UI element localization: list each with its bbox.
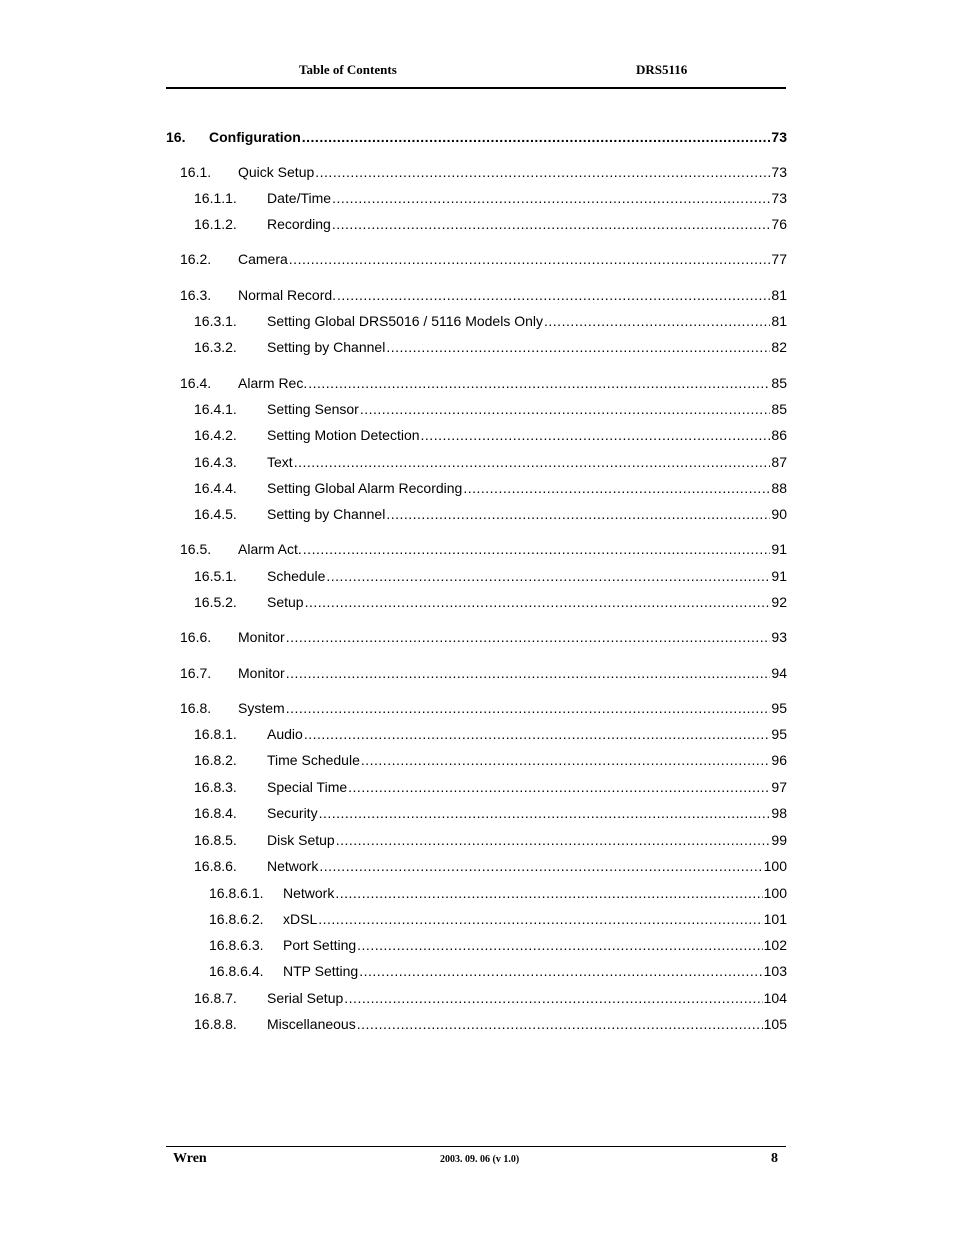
header-rule [166,87,786,89]
toc-leader-dots [286,700,771,716]
toc-entry-page: 82 [771,339,787,355]
toc-entry-page: 93 [771,629,787,645]
toc-entry-page: 103 [763,963,787,979]
toc-entry-page: 92 [771,594,787,610]
toc-entry[interactable]: 16.5. Alarm Act. ..... 91 [180,541,787,559]
toc-entry-title: Monitor [238,629,285,645]
toc-leader-dots [319,858,762,874]
toc-entry-title: Setting Global DRS5016 / 5116 Models Only [267,313,544,329]
toc-leader-dots [360,401,771,417]
toc-leader-dots [302,129,771,145]
footer-page-number: 8 [771,1151,778,1166]
toc-entry-title: Normal Record. [238,287,337,303]
toc-entry-title: Date/Time [267,190,332,206]
header-model-name: DRS5116 [636,62,688,77]
toc-entry-title: Monitor [238,665,285,681]
toc-leader-dots [305,594,771,610]
toc-entry-title: Network [267,858,319,874]
toc-entry[interactable]: 16.8.6.4. NTP Setting ..... 103 [209,963,787,981]
toc-entry[interactable]: 16.4. Alarm Rec. ..... 85 [180,375,787,393]
toc-entry-title: Setting by Channel [267,339,386,355]
toc-entry-title: Serial Setup [267,990,344,1006]
toc-entry-title: Setting Sensor [267,401,359,417]
toc-entry-title: Recording [267,216,331,232]
toc-entry[interactable]: 16.6. Monitor ..... 93 [180,629,787,647]
toc-entry[interactable]: 16.3.1. Setting Global DRS5016 / 5116 Models Only ..... 81 [194,313,787,331]
toc-entry-page: 76 [771,216,787,232]
toc-entry-title: NTP Setting [283,963,359,979]
toc-entry[interactable]: 16.1. Quick Setup ..... 73 [180,164,787,182]
toc-entry-title: xDSL [283,911,318,927]
toc-entry-page: 105 [763,1016,787,1032]
toc-leader-dots [344,990,762,1006]
toc-entry[interactable]: 16.8. System ..... 95 [180,700,787,718]
toc-leader-dots [315,164,770,180]
toc-leader-dots [303,541,771,557]
toc-entry[interactable]: 16.8.5. Disk Setup ..... 99 [194,832,787,850]
toc-leader-dots [357,937,762,953]
toc-leader-dots [386,339,770,355]
toc-entry[interactable]: 16.7. Monitor ..... 94 [180,665,787,683]
toc-entry-page: 85 [771,401,787,417]
toc-entry-page: 73 [771,129,787,145]
toc-entry-title: Audio [267,726,303,742]
toc-entry[interactable]: 16.8.1. Audio ..... 95 [194,726,787,744]
toc-entry[interactable]: 16.8.6.3. Port Setting ..... 102 [209,937,787,955]
toc-entry[interactable]: 16.3. Normal Record. ..... 81 [180,287,787,305]
toc-entry-page: 100 [763,858,787,874]
toc-entry-page: 86 [771,427,787,443]
toc-entry-page: 73 [771,190,787,206]
toc-entry-page: 96 [771,752,787,768]
toc-entry-title: Configuration [209,129,301,145]
toc-entry-title: Time Schedule [267,752,360,768]
toc-leader-dots [332,216,771,232]
toc-entry[interactable]: 16.4.3. Text ..... 87 [194,454,787,472]
toc-entry-title: Schedule [267,568,326,584]
toc-entry-page: 104 [763,990,787,1006]
toc-entry-page: 90 [771,506,787,522]
toc-entry-title: Security [267,805,318,821]
toc-entry-title: Port Setting [283,937,357,953]
footer-date-version: 2003. 09. 06 (v 1.0) [440,1154,520,1165]
toc-entry-title: Text [267,454,293,470]
toc-entry-title: Setup [267,594,304,610]
toc-entry-title: Miscellaneous [267,1016,356,1032]
toc-entry-page: 87 [771,454,787,470]
toc-entry-page: 81 [771,313,787,329]
toc-entry-page: 101 [763,911,787,927]
toc-leader-dots [386,506,770,522]
toc-entry-page: 98 [771,805,787,821]
toc-entry-title: Alarm Rec. [238,375,308,391]
toc-entry[interactable]: 16.8.6.1. Network ..... 100 [209,885,787,903]
footer-rule [166,1146,786,1147]
toc-leader-dots [361,752,771,768]
toc-leader-dots [335,885,762,901]
toc-entry[interactable]: 16.8.6. Network ..... 100 [194,858,787,876]
toc-entry[interactable]: 16. Configuration ..... 73 [166,129,787,147]
toc-entry-page: 77 [771,251,787,267]
toc-entry-title: Setting Motion Detection [267,427,420,443]
toc-leader-dots [348,779,770,795]
toc-entry[interactable]: 16.4.5. Setting by Channel ..... 90 [194,506,787,524]
toc-leader-dots [294,454,771,470]
toc-entry-title: Network [283,885,335,901]
toc-leader-dots [421,427,771,443]
toc-entry-page: 95 [771,700,787,716]
toc-entry-page: 91 [771,568,787,584]
toc-entry[interactable]: 16.2. Camera ..... 77 [180,251,787,269]
toc-leader-dots [286,665,771,681]
toc-entry[interactable]: 16.8.4. Security ..... 98 [194,805,787,823]
toc-entry-page: 88 [771,480,787,496]
toc-leader-dots [357,1016,763,1032]
toc-leader-dots [319,805,771,821]
toc-entry-page: 73 [771,164,787,180]
toc-entry-page: 99 [771,832,787,848]
toc-entry-title: Setting Global Alarm Recording [267,480,463,496]
toc-entry[interactable]: 16.1.1. Date/Time ..... 73 [194,190,787,208]
toc-leader-dots [289,251,771,267]
toc-entry-title: Quick Setup [238,164,315,180]
toc-leader-dots [286,629,771,645]
toc-entry[interactable]: 16.8.6.2. xDSL ..... 101 [209,911,787,929]
toc-entry[interactable]: 16.8.3. Special Time ..... 97 [194,779,787,797]
toc-entry-page: 91 [771,541,787,557]
toc-entry[interactable]: 16.4.2. Setting Motion Detection ..... 86 [194,427,787,445]
toc-entry-page: 94 [771,665,787,681]
toc-entry[interactable]: 16.5.2. Setup ..... 92 [194,594,787,612]
toc-leader-dots [318,911,762,927]
toc-leader-dots [308,375,770,391]
toc-entry[interactable]: 16.8.7. Serial Setup ..... 104 [194,990,787,1008]
toc-leader-dots [336,832,771,848]
toc-entry[interactable]: 16.8.8. Miscellaneous ..... 105 [194,1016,787,1034]
toc-leader-dots [544,313,770,329]
toc-entry-page: 85 [771,375,787,391]
toc-entry-title: Special Time [267,779,348,795]
toc-entry-page: 95 [771,726,787,742]
toc-leader-dots [304,726,771,742]
toc-entry-page: 97 [771,779,787,795]
toc-entry-title: Alarm Act. [238,541,302,557]
footer-company: Wren [173,1151,207,1166]
toc-entry-title: Setting by Channel [267,506,386,522]
toc-leader-dots [463,480,770,496]
toc-leader-dots [326,568,770,584]
toc-leader-dots [332,190,770,206]
toc-entry-title: System [238,700,285,716]
toc-entry-page: 102 [763,937,787,953]
toc-entry[interactable]: 16.1.2. Recording ..... 76 [194,216,787,234]
toc-entry[interactable]: 16.4.1. Setting Sensor ..... 85 [194,401,787,419]
toc-entry[interactable]: 16.8.2. Time Schedule ..... 96 [194,752,787,770]
toc-entry-page: 100 [763,885,787,901]
toc-leader-dots [337,287,770,303]
header-section-title: Table of Contents [299,62,397,77]
toc-entry[interactable]: 16.3.2. Setting by Channel ..... 82 [194,339,787,357]
toc-entry-page: 81 [771,287,787,303]
toc-entry-title: Camera [238,251,288,267]
toc-entry-title: Disk Setup [267,832,335,848]
toc-leader-dots [359,963,762,979]
toc-entry[interactable]: 16.5.1. Schedule ..... 91 [194,568,787,586]
toc-entry[interactable]: 16.4.4. Setting Global Alarm Recording ..... 88 [194,480,787,498]
